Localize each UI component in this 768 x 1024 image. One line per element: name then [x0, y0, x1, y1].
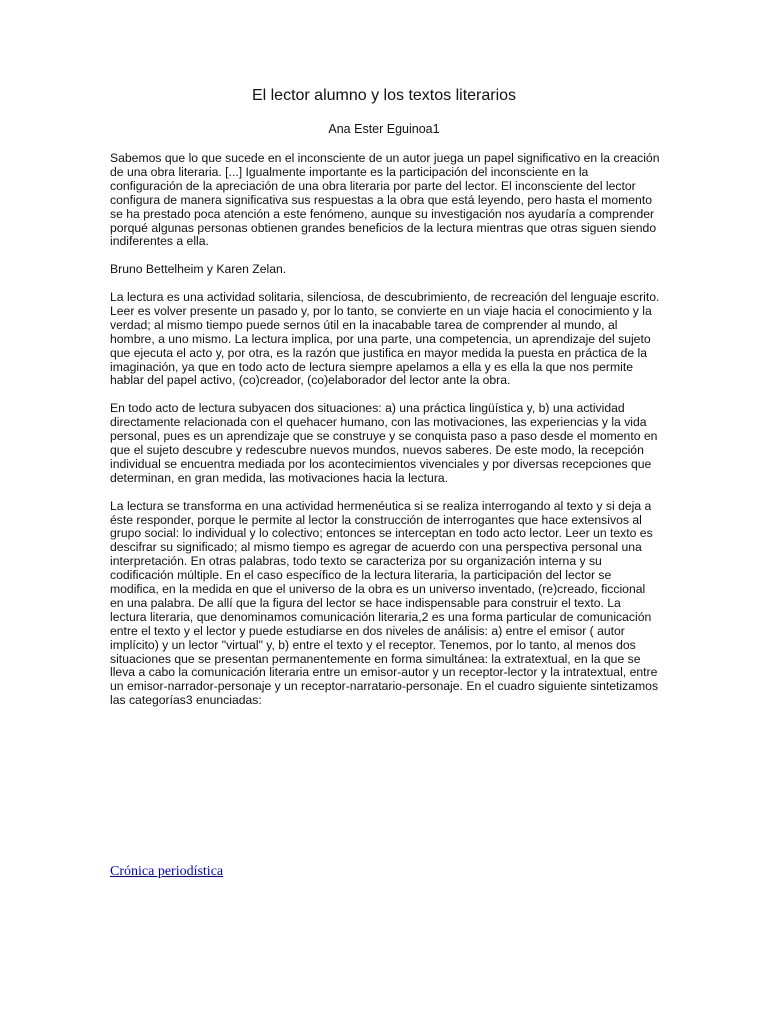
paragraph-reading-activity: La lectura es una actividad solitaria, silenciosa, de descubrimiento, de recreación del lenguaje escrito. Leer es volver presente un pasado y, por lo tanto, se convierte en un viaje hacia el conocimiento y la verdad; al mismo tiempo puede sernos útil en la inacabable tarea de comprender al mundo, al hombre, a uno mismo. La lectura implica, por una parte, una competencia, un aprendizaje del sujeto que ejecuta el acto y, por otra, es la razón que justifica en mayor medida la puesta en práctica de la imaginación, ya que en todo acto de lectura siempre apelamos a ella y es ella la que nos permite hablar del papel activo, (co)creador, (co)elaborador del lector ante la obra.: [110, 290, 660, 388]
paragraph-epigraph: Sabemos que lo que sucede en el inconsciente de un autor juega un papel significativo en la creación de una obra literaria. [...] Igualmente importante es la participación del inconsciente en la configuración de la apreciación de una obra literaria por parte del lector. El inconsciente del lector configura de manera significativa sus respuestas a la obra que está leyendo, pero hasta el momento se ha prestado poca atención a este fenómeno, aunque su investigación nos ayudaría a comprender porqué algunas personas obtienen grandes beneficios de la lectura mientras que otras siguen siendo indiferentes a ella.: [110, 151, 660, 249]
document-author: Ana Ester Eguinoa1: [328, 122, 440, 136]
document-body: [110, 152, 660, 722]
cronica-periodistica-link[interactable]: Crónica periodística: [110, 864, 224, 879]
paragraph-epigraph-attribution: Bruno Bettelheim y Karen Zelan.: [110, 262, 287, 277]
document-title: El lector alumno y los textos literarios: [251, 87, 517, 104]
paragraph-two-situations: En todo acto de lectura subyacen dos situaciones: a) una práctica lingüística y, b) una actividad directamente relacionada con el quehacer humano, con las motivaciones, las experiencias y la vida personal, pues es un aprendizaje que se construye y se conquista paso a paso desde el momento en que el sujeto descubre y redescubre nuevos mundos, nuevos saberes. De este modo, la recepción individual se encuentra mediada por los acontecimientos vivenciales y por diversas recepciones que determinan, en gran medida, las motivaciones hacia la lectura.: [110, 401, 658, 485]
paragraph-hermeneutic-reading: La lectura se transforma en una actividad hermenéutica si se realiza interrogando al texto y si deja a éste responder, porque le permite al lector la construcción de interrogantes que hace extensivos al grupo social: lo individual y lo colectivo; entonces se interceptan en todo acto lector. Leer un texto es descifrar su significado; al mismo tiempo es agregar de acuerdo con una perspectiva personal una interpretación. En otras palabras, todo texto se caracteriza por su organización interna y su codificación múltiple. En el caso específico de la lectura literaria, la participación del lector se modifica, en la medida en que el universo de la obra es un universo inventado, (re)creado, ficcional en una palabra. De allí que la figura del lector se hace indispensable para construir el texto. La lectura literaria, que denominamos comunicación literaria,2 es una forma particular de comunicación entre el texto y el lector y puede estudiarse en dos niveles de análisis: a) entre el emisor ( autor implícito) y un lector "virtual" y, b) entre el texto y el receptor. Tenemos, por lo tanto, al menos dos situaciones que se presentan permanentemente en forma simultánea: la extratextual, en la que se lleva a cabo la comunicación literaria entre un emisor-autor y un receptor-lector y la intratextual, entre un emisor-narrador-personaje y un receptor-narratario-personaje. En el cuadro siguiente sintetizamos las categorías3 enunciadas:: [110, 498, 659, 708]
